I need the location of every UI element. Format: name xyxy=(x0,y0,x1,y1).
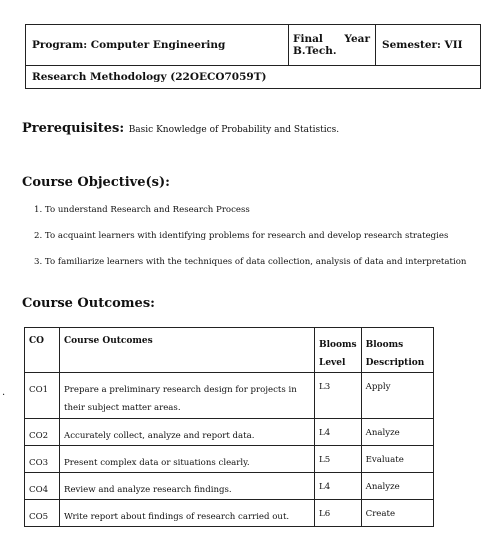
level-cell: L3 xyxy=(315,373,362,419)
outcome-cell: Prepare a preliminary research design for projects in their subject matter areas. xyxy=(60,373,315,419)
col-header-level xyxy=(315,328,362,373)
co-cell: CO1 xyxy=(25,373,60,419)
prerequisites-heading: Prerequisites: xyxy=(22,121,125,136)
final-year-label xyxy=(293,33,337,57)
outcome-cell: Write report about findings of research carried out. xyxy=(60,500,315,527)
description-cell: Analyze xyxy=(361,473,433,500)
outcome-cell: Review and analyze research findings. xyxy=(60,473,315,500)
co-cell: CO3 xyxy=(25,446,60,473)
description-cell: Create xyxy=(361,500,433,527)
prerequisites-section xyxy=(22,121,339,136)
col-header-desc xyxy=(361,328,433,373)
col-header-outcome: Course Outcomes xyxy=(60,328,315,373)
col-header-desc-line1: Blooms xyxy=(365,340,404,350)
objectives-list xyxy=(34,205,466,283)
description-cell: Apply xyxy=(361,373,433,419)
level-cell: L4 xyxy=(315,473,362,500)
final-label: Final xyxy=(293,33,323,45)
table-row xyxy=(25,473,434,500)
objectives-heading: Course Objective(s): xyxy=(22,175,170,190)
final-year-cell xyxy=(289,25,376,66)
description-cell: Evaluate xyxy=(361,446,433,473)
col-header-level-line2: Level xyxy=(319,358,346,368)
outcome-cell: Present complex data or situations clearly. xyxy=(60,446,315,473)
course-title-cell: Research Methodology (22OECO7059T) xyxy=(26,66,481,89)
col-header-co: CO xyxy=(25,328,60,373)
level-cell: L6 xyxy=(315,500,362,527)
course-outcomes-table xyxy=(24,327,434,527)
outcomes-heading: Course Outcomes: xyxy=(22,296,155,311)
year-label: Year xyxy=(344,33,370,45)
program-cell: Program: Computer Engineering xyxy=(26,25,289,66)
semester-cell: Semester: VII xyxy=(376,25,481,66)
table-row xyxy=(25,373,434,419)
objective-item: 3. To familiarize learners with the techniques of data collection, analysis of data and interpretation xyxy=(34,257,467,267)
col-header-desc-line2: Description xyxy=(365,358,425,368)
level-cell: L5 xyxy=(315,446,362,473)
co-cell: CO5 xyxy=(25,500,60,527)
btech-label: B.Tech. xyxy=(293,45,337,57)
table-header-row xyxy=(25,328,434,373)
table-row xyxy=(25,446,434,473)
co-cell: CO2 xyxy=(25,419,60,446)
margin-mark: . xyxy=(2,387,6,398)
outcome-cell: Accurately collect, analyze and report data. xyxy=(60,419,315,446)
level-cell: L4 xyxy=(315,419,362,446)
course-header-table xyxy=(25,24,481,89)
prerequisites-text: Basic Knowledge of Probability and Statistics. xyxy=(128,125,340,135)
co-cell: CO4 xyxy=(25,473,60,500)
objective-item: 1. To understand Research and Research Process xyxy=(34,205,250,215)
table-row xyxy=(25,500,434,527)
objective-item: 2. To acquaint learners with identifying problems for research and develop research strategies xyxy=(34,231,449,241)
table-row xyxy=(25,419,434,446)
description-cell: Analyze xyxy=(361,419,433,446)
col-header-level-line1: Blooms xyxy=(319,340,357,350)
